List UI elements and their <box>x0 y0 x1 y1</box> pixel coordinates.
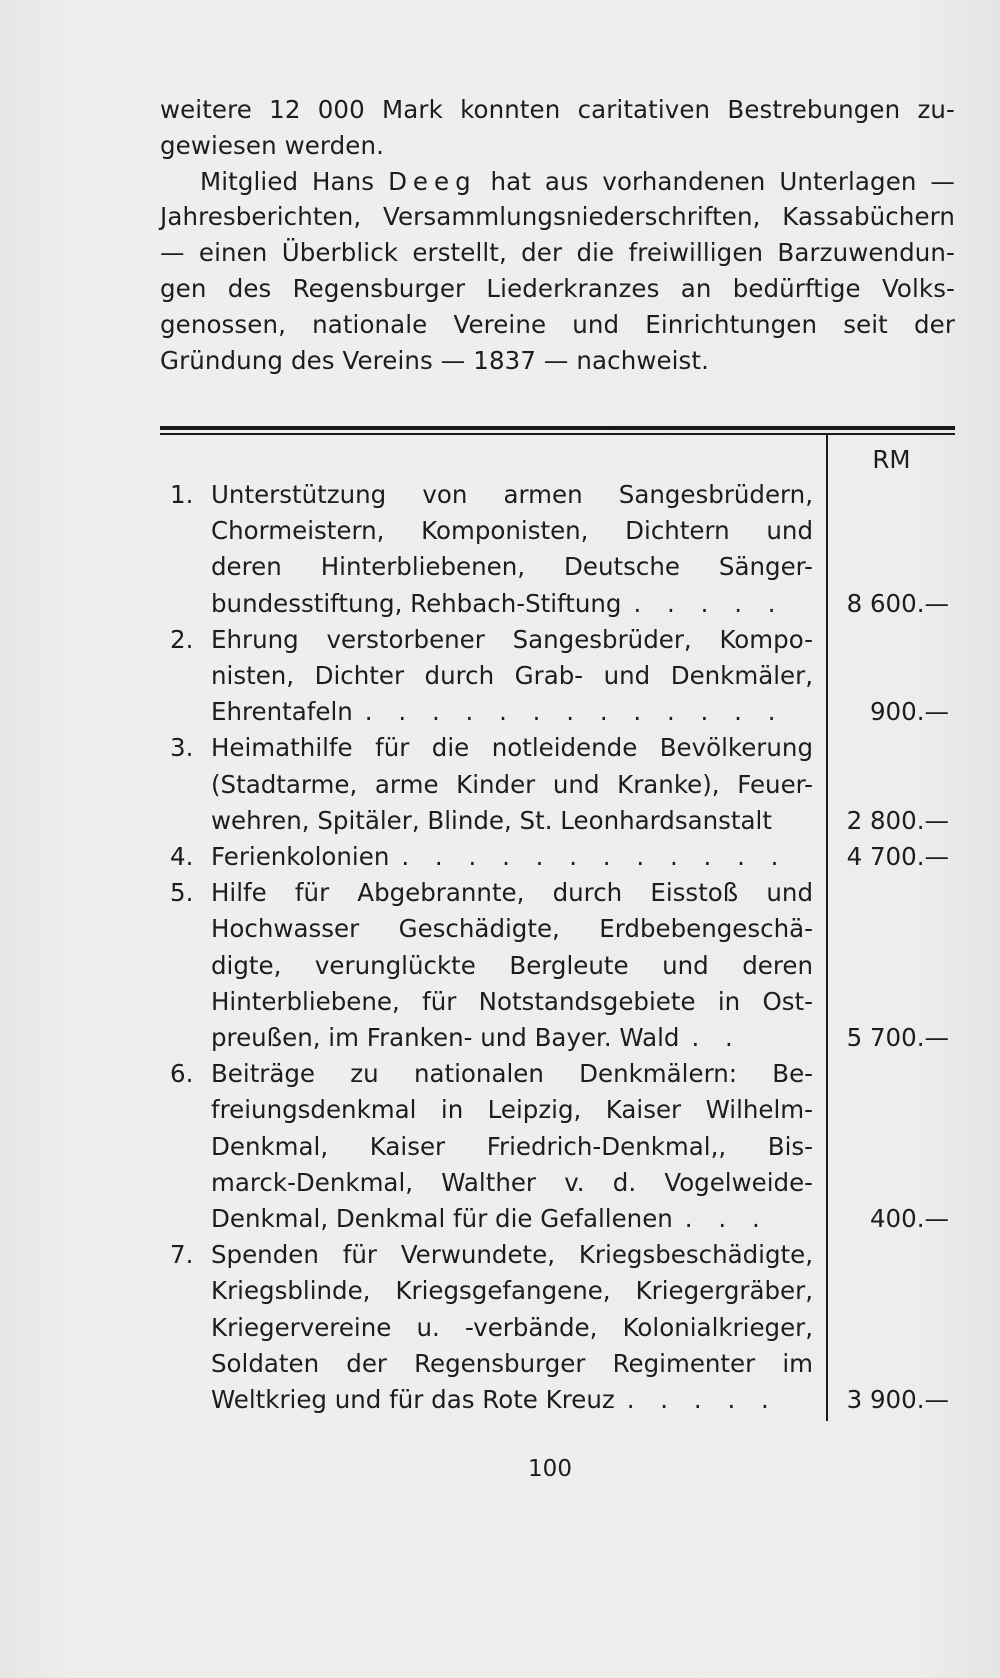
description-line <box>211 839 813 875</box>
description-text: Denkmal, Denkmal für die Gefallenen <box>211 1204 673 1234</box>
description-line: marck-Denkmal, Walther v. d. Vogelweide- <box>211 1167 813 1197</box>
description-line: freiungsdenkmal in Leipzig, Kaiser Wilhelm- <box>211 1095 813 1125</box>
description-line: digte, verunglückte Bergleute und deren <box>211 950 813 980</box>
page-number: 100 <box>528 1456 572 1482</box>
text-line: gen des Regensburger Liederkranzes an bedürftige Volks- <box>160 273 955 303</box>
description-line <box>211 1020 813 1056</box>
amount-cell: 2 800.— <box>846 805 949 835</box>
amount-cell: 3 900.— <box>846 1385 949 1415</box>
item-number: 4. <box>170 842 194 872</box>
description-text: Ferienkolonien <box>211 842 390 872</box>
item-description <box>211 477 813 622</box>
leader-dots: . . <box>691 1023 742 1053</box>
table-items <box>160 477 955 1418</box>
item-number: 6. <box>170 1059 194 1089</box>
leader-dots: . . . . . . . . . . . . . <box>364 697 785 727</box>
item-description <box>211 622 813 731</box>
text-segment: hat aus vorhandenen Unterlagen — <box>476 166 955 196</box>
leader-dots: . . . . . . . . . . . . <box>401 842 788 872</box>
table-row <box>160 477 955 622</box>
paragraph-2 <box>160 164 955 379</box>
description-line: (Stadtarme, arme Kinder und Kranke), Feuer- <box>211 769 813 799</box>
table-top-rule-thin <box>160 433 955 435</box>
description-line: Ehrung verstorbener Sangesbrüder, Kompo- <box>211 624 813 654</box>
item-number: 1. <box>170 480 194 509</box>
description-line: Spenden für Verwundete, Kriegsbeschädigte, <box>211 1240 813 1270</box>
item-number: 2. <box>170 624 194 654</box>
item-number: 5. <box>170 878 194 908</box>
item-description <box>211 1056 813 1237</box>
item-description <box>211 875 813 1056</box>
intro-text <box>160 92 955 378</box>
description-line: Kriegervereine u. -verbände, Kolonialkrieger, <box>211 1312 813 1342</box>
description-line: Denkmal, Kaiser Friedrich-Denkmal,, Bis- <box>211 1131 813 1161</box>
description-line <box>211 586 813 622</box>
amount-cell: 8 600.— <box>846 588 949 618</box>
description-line: Soldaten der Regensburger Regimenter im <box>211 1348 813 1378</box>
table-top-rule <box>160 426 955 430</box>
currency-header: RM <box>872 445 911 474</box>
paragraph-1 <box>160 92 955 164</box>
table-row <box>160 839 955 875</box>
description-line: Hochwasser Geschädigte, Erdbebengeschä- <box>211 914 813 944</box>
item-number: 3. <box>170 733 194 763</box>
donations-table <box>160 426 955 1421</box>
description-line: Heimathilfe für die notleidende Bevölkerung <box>211 733 813 763</box>
leader-dots: . . . . . <box>633 588 785 618</box>
text-line <box>160 164 955 200</box>
description-line <box>211 694 813 730</box>
item-description <box>211 730 813 839</box>
text-line: gewiesen werden. <box>160 130 384 160</box>
description-text: bundesstiftung, Rehbach-Stiftung <box>211 588 622 618</box>
text-line: genossen, nationale Vereine und Einrichtungen seit der <box>160 309 955 339</box>
text-line: Jahresberichten, Versammlungsniederschriften, Kassabüchern <box>160 202 955 232</box>
description-text: wehren, Spitäler, Blinde, St. Leonhardsanstalt <box>211 805 772 835</box>
item-description <box>211 839 813 875</box>
spaced-name: Deeg <box>388 166 477 196</box>
leader-dots: . . . <box>684 1204 769 1234</box>
amount-cell: 400.— <box>869 1204 949 1234</box>
text-line: weitere 12 000 Mark konnten caritativen Bestrebungen zu- <box>160 95 955 124</box>
amount-cell: 4 700.— <box>846 842 949 872</box>
description-line: nisten, Dichter durch Grab- und Denkmäler, <box>211 661 813 691</box>
item-number: 7. <box>170 1240 194 1270</box>
description-line: deren Hinterbliebenen, Deutsche Sänger- <box>211 552 813 582</box>
description-line <box>211 803 813 839</box>
amount-cell: 900.— <box>869 697 949 727</box>
text-line: — einen Überblick erstellt, der die freiwilligen Barzuwendun- <box>160 238 955 268</box>
text-line: Gründung des Vereins — 1837 — nachweist. <box>160 345 709 375</box>
description-text: preußen, im Franken- und Bayer. Wald <box>211 1023 680 1053</box>
table-row <box>160 730 955 839</box>
text-segment: Mitglied Hans <box>200 166 389 196</box>
amount-cell: 5 700.— <box>846 1023 949 1053</box>
table-row <box>160 875 955 1056</box>
description-line: Unterstützung von armen Sangesbrüdern, <box>211 480 813 509</box>
description-text: Ehrentafeln <box>211 697 353 727</box>
description-line <box>211 1201 813 1237</box>
leader-dots: . . . . . <box>626 1385 778 1415</box>
description-line: Chormeistern, Komponisten, Dichtern und <box>211 516 813 546</box>
description-line <box>211 1382 813 1418</box>
description-line: Kriegsblinde, Kriegsgefangene, Kriegergräber, <box>211 1276 813 1306</box>
description-line: Hinterbliebene, für Notstandsgebiete in Ost- <box>211 986 813 1016</box>
description-line: Beiträge zu nationalen Denkmälern: Be- <box>211 1059 813 1089</box>
description-line: Hilfe für Abgebrannte, durch Eisstoß und <box>211 878 813 908</box>
table-row <box>160 1056 955 1237</box>
table-row <box>160 622 955 731</box>
table-row <box>160 1237 955 1418</box>
item-description <box>211 1237 813 1418</box>
description-text: Weltkrieg und für das Rote Kreuz <box>211 1385 615 1415</box>
